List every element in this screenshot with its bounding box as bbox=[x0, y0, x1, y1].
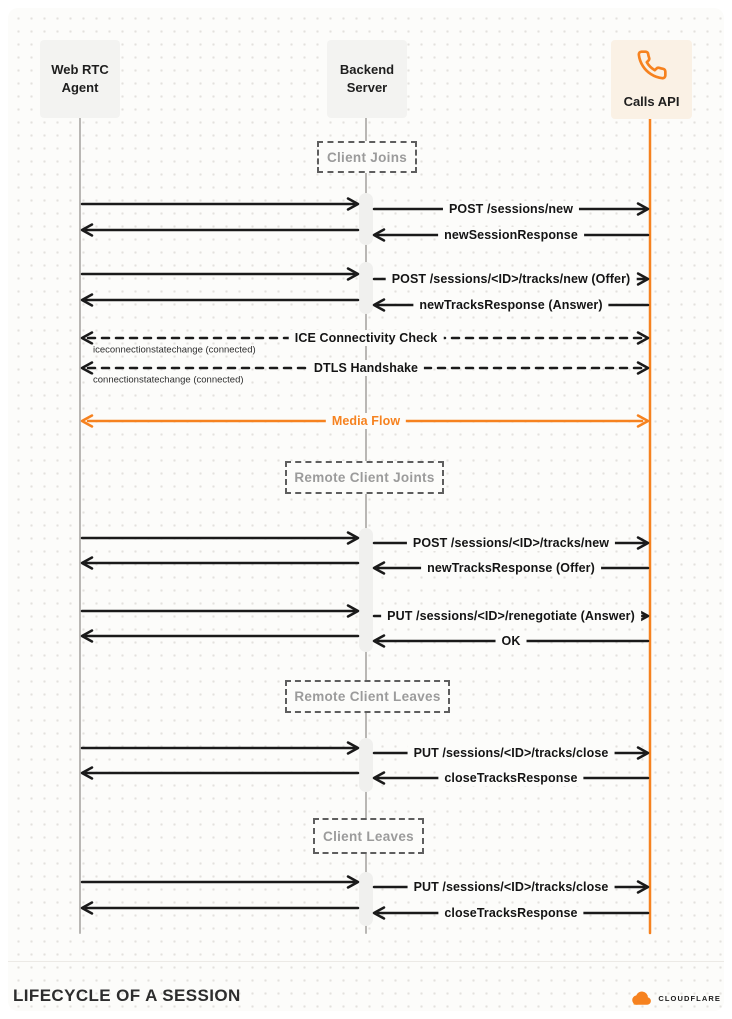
phone-icon bbox=[636, 49, 668, 86]
message-label: ICE Connectivity Check bbox=[289, 330, 444, 346]
message-label: newTracksResponse (Answer) bbox=[413, 297, 608, 313]
actor-label: Agent bbox=[61, 80, 99, 95]
cloudflare-cloud-icon bbox=[627, 988, 654, 1008]
message-label: OK bbox=[496, 633, 527, 649]
message-label: POST /sessions/<ID>/tracks/new (Offer) bbox=[386, 271, 637, 287]
message-label: closeTracksResponse bbox=[438, 770, 583, 786]
actor-box-web-rtc-agent bbox=[40, 40, 120, 118]
message-label: POST /sessions/<ID>/tracks/new bbox=[407, 535, 615, 551]
message-sublabel: connectionstatechange (connected) bbox=[90, 375, 247, 386]
message-label: closeTracksResponse bbox=[438, 905, 583, 921]
message-label: POST /sessions/new bbox=[443, 201, 579, 217]
message-label: PUT /sessions/<ID>/tracks/close bbox=[408, 879, 615, 895]
section-label: Client Joins bbox=[326, 149, 408, 165]
section-box-remote-client-joints bbox=[285, 461, 444, 494]
actor-label: Backend bbox=[339, 62, 395, 78]
message-label: Media Flow bbox=[326, 413, 406, 429]
section-label: Client Leaves bbox=[323, 828, 414, 844]
message-label: DTLS Handshake bbox=[308, 360, 424, 376]
brand-name: CLOUDFLARE bbox=[658, 993, 721, 1003]
actor-box-calls-api bbox=[611, 40, 692, 119]
activation-bar bbox=[359, 262, 373, 314]
section-label: Remote Client Leaves bbox=[294, 689, 441, 704]
message-label: newSessionResponse bbox=[438, 227, 584, 243]
page-title: LIFECYCLE OF A SESSION bbox=[13, 986, 241, 1005]
message-label: newTracksResponse (Offer) bbox=[421, 560, 601, 576]
footer-divider bbox=[8, 961, 724, 962]
actor-label: Web RTC bbox=[51, 62, 109, 78]
activation-bar bbox=[359, 872, 373, 926]
activation-bar bbox=[359, 193, 373, 245]
message-sublabel: iceconnectionstatechange (connected) bbox=[90, 345, 259, 356]
section-label: Remote Client Joints bbox=[294, 470, 435, 485]
message-label: PUT /sessions/<ID>/renegotiate (Answer) bbox=[381, 608, 641, 624]
actor-label: Server bbox=[346, 80, 388, 95]
message-label: PUT /sessions/<ID>/tracks/close bbox=[408, 745, 615, 761]
actor-box-backend-server bbox=[327, 40, 407, 118]
activation-bar bbox=[359, 738, 373, 792]
section-box-client-leaves bbox=[313, 818, 424, 854]
activation-bar bbox=[359, 528, 373, 652]
cloudflare-logo bbox=[627, 988, 721, 1008]
section-box-client-joins bbox=[317, 141, 417, 173]
section-box-remote-client-leaves bbox=[285, 680, 450, 713]
actor-label: Calls API bbox=[623, 93, 680, 109]
